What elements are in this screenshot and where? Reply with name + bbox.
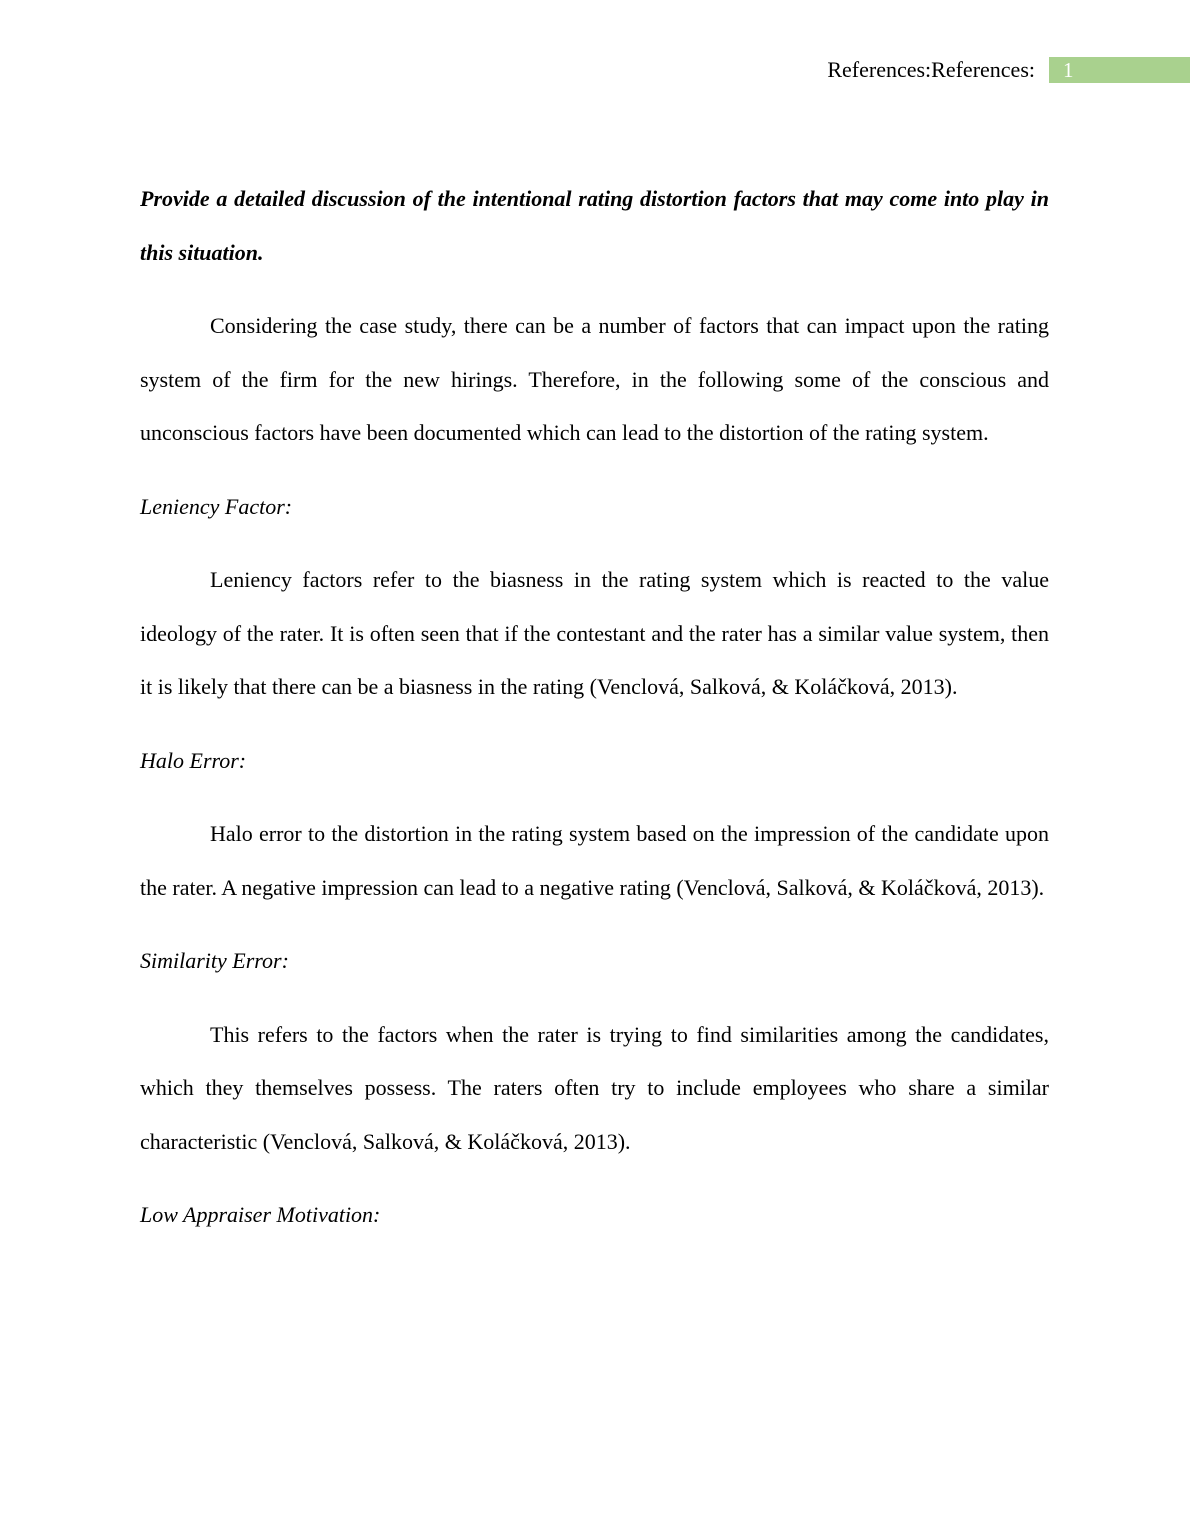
running-head: References:References: xyxy=(827,57,1035,82)
question-heading: Provide a detailed discussion of the intentional rating distortion factors that may come into play in this situation. xyxy=(140,186,1049,265)
section-body-halo: Halo error to the distortion in the rating system based on the impression of the candidate upon the rater. A negative impression can lead to a negative rating (Venclová, Salková, & Koláčková, 2013). xyxy=(140,821,1049,900)
intro-paragraph: Considering the case study, there can be a number of factors that can impact upon the rating system of the firm for the new hirings. Therefore, in the following some of the conscious and unconscious factors have been documented which can lead to the distortion of the rating system. xyxy=(140,313,1049,445)
section-heading-leniency: Leniency Factor: xyxy=(140,493,293,519)
section-heading-similarity: Similarity Error: xyxy=(140,948,289,973)
section-body-similarity: This refers to the factors when the rater is trying to find similarities among the candidates, which they themselves possess. The raters often try to include employees who share a similar characteristic (Venclová, Salková, & Koláčková, 2013). xyxy=(140,1021,1049,1154)
section-heading-low-motivation: Low Appraiser Motivation: xyxy=(140,1202,381,1227)
section-body-leniency: Leniency factors refer to the biasness in the rating system which is reacted to the value ideology of the rater. It is often seen that if the contestant and the rater has a similar value system, then it is likely that there can be a biasness in the rating (Venclová, Salková, & Koláčková, 2013). xyxy=(140,567,1049,699)
page-number: 1 xyxy=(1063,58,1074,82)
page-number-badge xyxy=(1049,57,1190,83)
page-header xyxy=(827,56,1190,84)
section-heading-halo: Halo Error: xyxy=(140,747,247,773)
document-body xyxy=(140,172,1049,1262)
